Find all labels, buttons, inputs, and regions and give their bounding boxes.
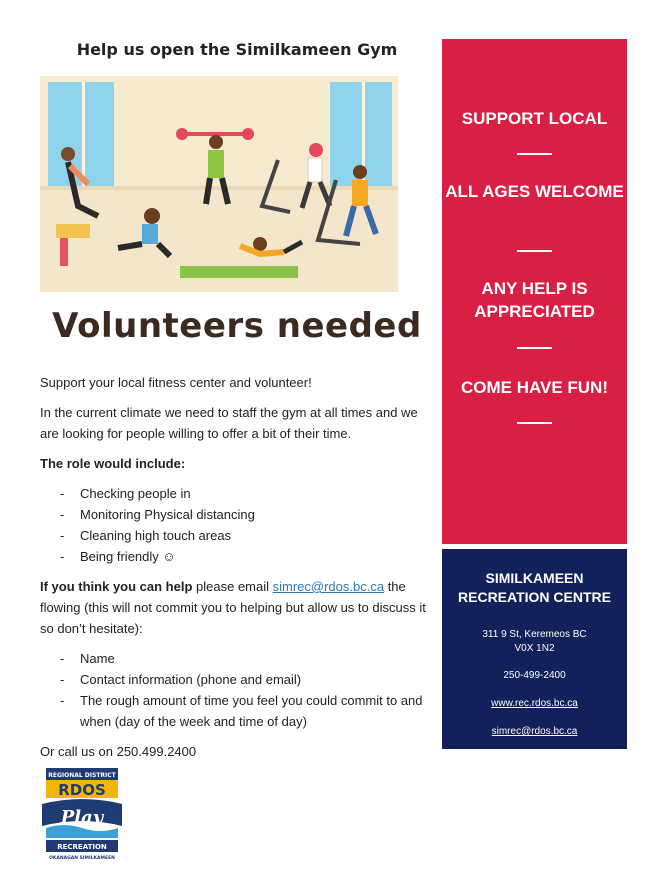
svg-text:RDOS: RDOS [58,781,106,799]
highlight-any-help: ANY HELP IS APPRECIATED [474,279,595,321]
help-item: - Contact information (phone and email) [40,669,434,690]
help-list [40,648,434,732]
highlights-panel [442,39,627,544]
role-item: - Cleaning high touch areas [40,525,434,546]
svg-text:REGIONAL DISTRICT: REGIONAL DISTRICT [48,772,116,779]
contact-panel [442,549,627,749]
help-item: - Name [40,648,434,669]
centre-email-link[interactable]: simrec@rdos.bc.ca [491,726,578,737]
highlight-support-local: SUPPORT LOCAL [461,109,608,128]
gym-illustration [40,76,398,292]
help-bold: If you think you can help [40,579,193,594]
role-list [40,483,434,567]
centre-phone: 250-499-2400 [503,670,566,681]
divider [517,153,552,155]
centre-website-row [442,697,627,711]
centre-email-row [442,725,627,739]
page-title: Volunteers needed [52,306,422,346]
centre-address-line2: V0X 1N2 [514,643,555,654]
centre-address-line1: 311 9 St, Keremeos BC [482,629,587,640]
help-paragraph [40,576,434,639]
flyer-heading: Help us open the Similkameen Gym [76,40,398,59]
role-heading: The role would include: [40,456,186,471]
email-link[interactable]: simrec@rdos.bc.ca [272,579,385,594]
divider [517,347,552,349]
highlight-all-ages: ALL AGES WELCOME [445,182,624,201]
climate-text: In the current climate we need to staff the gym at all times and we are looking for people willing to offer a bit of their time. [40,405,418,441]
svg-text:Play: Play [60,807,104,828]
rdos-play-logo [40,766,124,862]
divider [517,422,552,424]
intro-text: Support your local fitness center and volunteer! [40,375,312,390]
help-before-email: please email [192,579,273,594]
centre-name: SIMILKAMEEN RECREATION CENTRE [458,570,611,605]
divider [517,250,552,252]
role-item: - Being friendly ☺ [40,546,434,567]
flyer-body [40,372,434,771]
role-item: - Monitoring Physical distancing [40,504,434,525]
highlight-have-fun: COME HAVE FUN! [460,378,608,397]
centre-website-link[interactable]: www.rec.rdos.bc.ca [491,698,578,709]
call-text: Or call us on 250.499.2400 [40,744,197,759]
help-item: - The rough amount of time you feel you could commit to and when (day of the week and time of day) [40,690,434,732]
svg-text:OKANAGAN SIMILKAMEEN: OKANAGAN SIMILKAMEEN [49,856,115,861]
help-after-email: the flowing (this will not commit you to helping but allow us to discuss it so don’t hesitate): [40,579,426,636]
role-item: - Checking people in [40,483,434,504]
svg-text:RECREATION: RECREATION [57,843,107,851]
